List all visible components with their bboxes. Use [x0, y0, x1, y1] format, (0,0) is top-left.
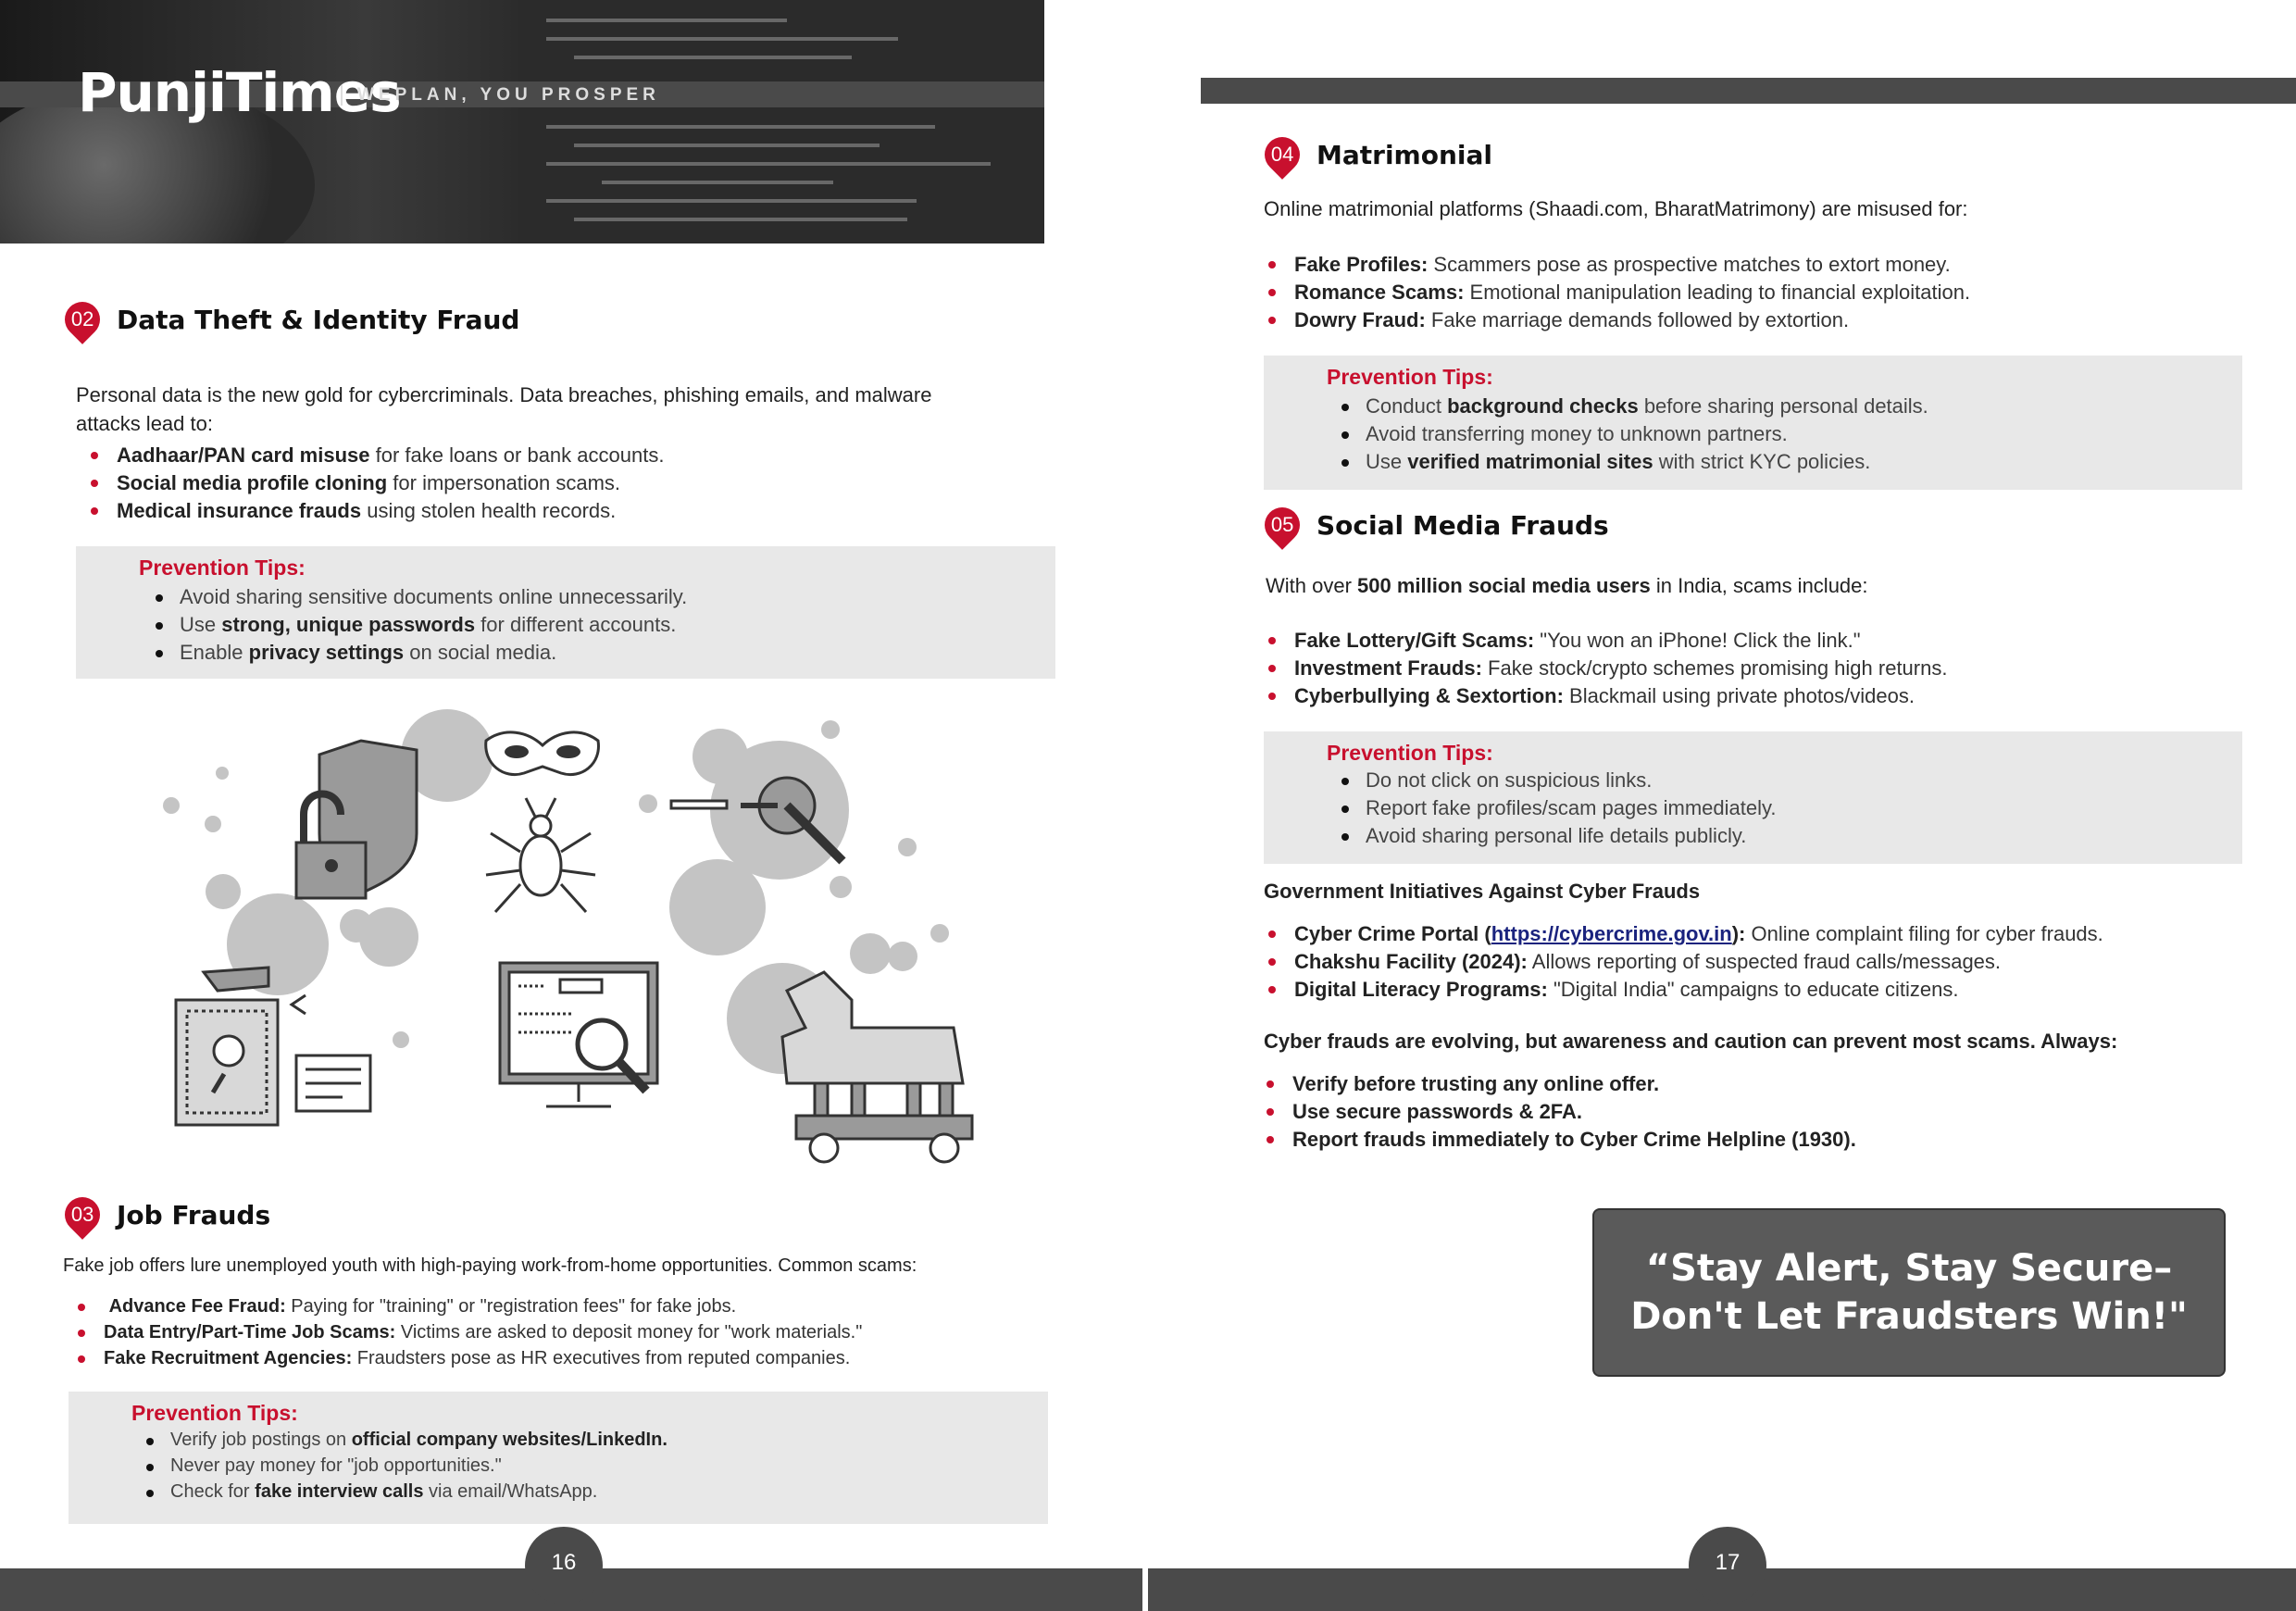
section-04-bullets	[1268, 251, 1970, 334]
quote-box	[1592, 1208, 2226, 1377]
list-item: Avoid sharing personal life details publicly.	[1341, 822, 1776, 850]
list-item: Check for fake interview calls via email/WhatsApp.	[146, 1479, 668, 1505]
decor-circle	[898, 838, 917, 856]
decor-circle	[821, 720, 840, 739]
list-item: Romance Scams: Emotional manipulation leading to financial exploitation.	[1268, 279, 1970, 306]
header-bar	[1201, 78, 2296, 104]
section-03-intro: Fake job offers lure unemployed youth with high-paying work-from-home opportunities. Common scams:	[63, 1255, 917, 1276]
section-number-badge: 04	[1257, 130, 1307, 180]
list-item: Enable privacy settings on social media.	[156, 639, 687, 667]
section-number-badge: 02	[57, 294, 107, 344]
tips-list	[156, 583, 687, 667]
section-03-bullets	[78, 1293, 862, 1371]
decor-circle	[393, 1031, 409, 1048]
section-05-heading	[1265, 507, 1609, 543]
decor-circle	[930, 924, 949, 943]
list-item: Report fake profiles/scam pages immediately.	[1341, 794, 1776, 822]
trojan-horse-icon	[782, 972, 972, 1162]
tips-list	[1341, 393, 1928, 476]
section-04-intro: Online matrimonial platforms (Shaadi.com, BharatMatrimony) are misused for:	[1264, 197, 1968, 220]
section-number-badge: 05	[1257, 500, 1307, 550]
section-02-heading	[65, 302, 519, 337]
shield-lock-icon	[296, 741, 417, 898]
list-item: Fake Profiles: Scammers pose as prospective matches to extort money.	[1268, 251, 1970, 279]
closing-heading: Cyber frauds are evolving, but awareness and caution can prevent most scams. Always:	[1264, 1030, 2118, 1053]
list-item: Use strong, unique passwords for different accounts.	[156, 611, 687, 639]
section-title: Social Media Frauds	[1316, 509, 1609, 541]
section-title: Job Frauds	[117, 1199, 271, 1230]
list-item: Conduct background checks before sharing personal details.	[1341, 393, 1928, 420]
gov-initiatives-heading: Government Initiatives Against Cyber Frauds	[1264, 880, 1701, 903]
list-item: Verify before trusting any online offer.	[1267, 1070, 1856, 1098]
tips-title: Prevention Tips:	[131, 1401, 298, 1425]
decor-circle	[830, 876, 852, 898]
mask-icon	[486, 732, 599, 775]
section-title: Matrimonial	[1316, 139, 1492, 170]
tips-list	[1341, 767, 1776, 850]
list-item: Avoid transferring money to unknown partners.	[1341, 420, 1928, 448]
tips-list	[146, 1427, 668, 1505]
section-05-tips-box	[1264, 731, 2242, 864]
quote-line-2: Don't Let Fraudsters Win!"	[1630, 1295, 2188, 1338]
page-number: 16	[525, 1527, 603, 1605]
decor-circle	[340, 909, 373, 943]
section-02-tips-box	[76, 546, 1055, 679]
list-item: Investment Frauds: Fake stock/crypto schemes promising high returns.	[1268, 655, 1947, 682]
list-item: Fake Recruitment Agencies: Fraudsters pose as HR executives from reputed companies.	[78, 1345, 862, 1371]
page-number: 17	[1689, 1527, 1766, 1605]
list-item: Fake Lottery/Gift Scams: "You won an iPhone! Click the link."	[1268, 627, 1947, 655]
list-item: Do not click on suspicious links.	[1341, 767, 1776, 794]
decor-circle	[206, 874, 241, 909]
list-item: Social media profile cloning for impersonation scams.	[91, 469, 664, 497]
bug-icon	[486, 798, 595, 912]
tips-title: Prevention Tips:	[1327, 365, 1493, 389]
decor-circle	[438, 712, 455, 729]
tips-title: Prevention Tips:	[139, 556, 306, 580]
list-item: Advance Fee Fraud: Paying for "training" or "registration fees" for fake jobs.	[78, 1293, 862, 1319]
section-03-tips-box	[69, 1392, 1048, 1524]
list-item: Medical insurance frauds using stolen health records.	[91, 497, 664, 525]
tips-title: Prevention Tips:	[1327, 741, 1493, 765]
list-item: Use secure passwords & 2FA.	[1267, 1098, 1856, 1126]
section-title: Data Theft & Identity Fraud	[117, 304, 520, 335]
section-04-tips-box	[1264, 356, 2242, 490]
decor-circle	[163, 797, 180, 814]
section-04-heading	[1265, 137, 1492, 172]
list-item: Report frauds immediately to Cyber Crime Helpline (1930).	[1267, 1126, 1856, 1154]
section-02-intro: Personal data is the new gold for cybercriminals. Data breaches, phishing emails, and malware attacks lead to:	[76, 383, 932, 435]
list-item: Verify job postings on official company websites/LinkedIn.	[146, 1427, 668, 1453]
section-02-bullets	[91, 442, 664, 525]
decor-circle	[669, 859, 766, 955]
closing-list	[1267, 1070, 1856, 1154]
quote-line-1: “Stay Alert, Stay Secure–	[1645, 1247, 2173, 1290]
code-screen-icon	[518, 0, 1044, 244]
list-item: Avoid sharing sensitive documents online unnecessarily.	[156, 583, 687, 611]
list-item: Data Entry/Part-Time Job Scams: Victims are asked to deposit money for "work materials."	[78, 1319, 862, 1345]
monitor-search-icon	[500, 963, 657, 1106]
list-item: Chakshu Facility (2024): Allows reporting of suspected fraud calls/messages.	[1268, 948, 2103, 976]
right-page	[1148, 0, 2296, 1611]
header-banner	[0, 0, 1044, 244]
tagline: WEPLAN, YOU PROSPER	[341, 85, 660, 106]
list-item: Cyberbullying & Sextortion: Blackmail using private photos/videos.	[1268, 682, 1947, 710]
list-item: Digital Literacy Programs: "Digital India" campaigns to educate citizens.	[1268, 976, 2103, 1004]
gov-initiatives-list	[1268, 920, 2103, 1004]
list-item: Dowry Fraud: Fake marriage demands followed by extortion.	[1268, 306, 1970, 334]
decor-circle	[850, 933, 891, 974]
cyber-fraud-illustration	[139, 694, 1000, 1167]
section-number-badge: 03	[57, 1190, 107, 1240]
decor-circle	[205, 816, 221, 832]
cybercrime-portal-link[interactable]: https://cybercrime.gov.in	[1491, 922, 1732, 945]
list-item: Never pay money for "job opportunities."	[146, 1453, 668, 1479]
logo: PunjiTimes	[78, 61, 401, 124]
decor-circle	[216, 767, 229, 780]
list-item: Cyber Crime Portal (https://cybercrime.gov.in): Online complaint filing for cyber frauds.	[1268, 920, 2103, 948]
section-03-heading	[65, 1197, 270, 1232]
section-05-bullets	[1268, 627, 1947, 710]
list-item: Aadhaar/PAN card misuse for fake loans or bank accounts.	[91, 442, 664, 469]
decor-circle	[888, 942, 917, 971]
section-05-intro: With over 500 million social media users in India, scams include:	[1266, 574, 1868, 597]
decor-circle	[639, 794, 657, 813]
list-item: Use verified matrimonial sites with strict KYC policies.	[1341, 448, 1928, 476]
